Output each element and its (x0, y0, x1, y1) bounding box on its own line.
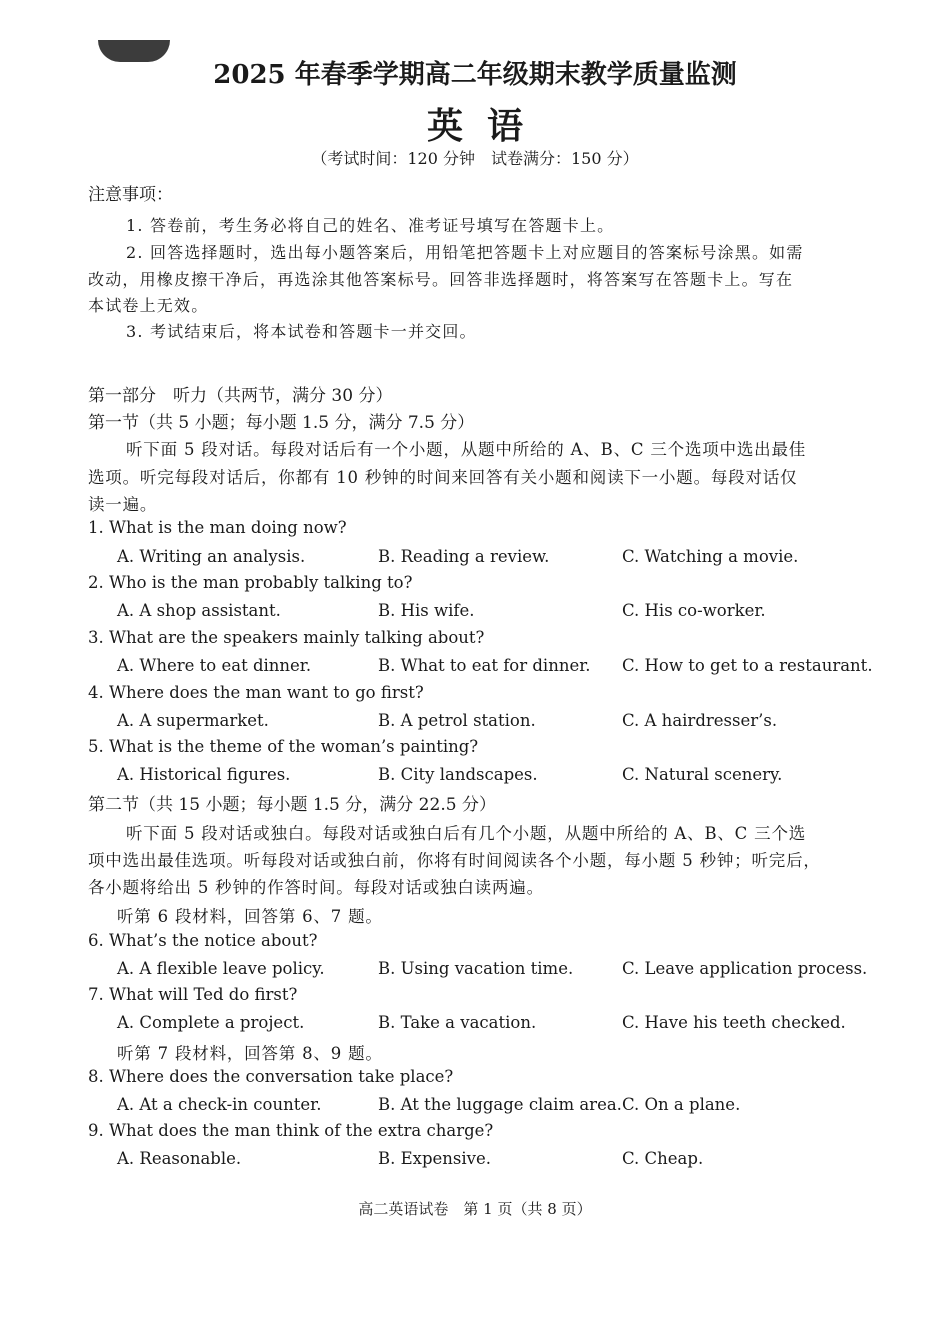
option-a: A. Historical figures. (117, 765, 291, 784)
option-b: B. Expensive. (378, 1149, 491, 1168)
option-a: A. Where to eat dinner. (117, 656, 312, 675)
option-a: A. A supermarket. (117, 711, 269, 730)
option-c: C. A hairdresser’s. (622, 711, 778, 730)
exam-info: （考试时间：120 分钟 试卷满分：150 分） (311, 149, 639, 168)
question-7: 7. What will Ted do first? (88, 985, 298, 1004)
option-c: C. Cheap. (622, 1149, 704, 1168)
section2-title: 第二节（共 15 小题；每小题 1.5 分，满分 22.5 分） (88, 795, 496, 815)
part1-title: 第一部分 听力（共两节，满分 30 分） (88, 386, 393, 406)
page-footer: 高二英语试卷 第 1 页（共 8 页） (358, 1200, 592, 1218)
option-c: C. How to get to a restaurant. (622, 656, 873, 675)
option-b: B. Reading a review. (378, 547, 550, 566)
question-9: 9. What does the man think of the extra charge? (88, 1121, 494, 1140)
notice-title: 注意事项： (88, 185, 173, 205)
section1-instructions: 听下面 5 段对话。每段对话后有一个小题，从题中所给的 A、B、C 三个选项中选出最佳 (126, 440, 807, 459)
section2-instructions: 听下面 5 段对话或独白。每段对话或独白后有几个小题，从题中所给的 A、B、C 三个选 (126, 824, 807, 843)
section2-instructions: 各小题将给出 5 秒钟的作答时间。每段对话或独白读两遍。 (88, 878, 544, 897)
section1-title: 第一节（共 5 小题；每小题 1.5 分，满分 7.5 分） (88, 413, 475, 433)
exam-title: 2025 年春季学期高二年级期末教学质量监测 (213, 60, 737, 90)
option-b: B. Using vacation time. (378, 959, 574, 978)
material-6-note: 听第 6 段材料，回答第 6、7 题。 (117, 907, 383, 926)
notice-item: 2. 回答选择题时，选出每小题答案后，用铅笔把答题卡上对应题目的答案标号涂黑。如需 (126, 243, 804, 262)
question-2: 2. Who is the man probably talking to? (88, 573, 413, 592)
question-6: 6. What’s the notice about? (88, 931, 318, 950)
question-5: 5. What is the theme of the woman’s painting? (88, 737, 479, 756)
option-c: C. Natural scenery. (622, 765, 783, 784)
material-7-note: 听第 7 段材料，回答第 8、9 题。 (117, 1044, 383, 1063)
option-c: C. On a plane. (622, 1095, 741, 1114)
question-3: 3. What are the speakers mainly talking about? (88, 628, 485, 647)
notice-item-continued: 本试卷上无效。 (88, 296, 209, 315)
option-b: B. At the luggage claim area. (378, 1095, 622, 1114)
option-a: A. Writing an analysis. (117, 547, 306, 566)
option-a: A. Complete a project. (117, 1013, 305, 1032)
option-a: A. Reasonable. (117, 1149, 242, 1168)
notice-item-continued: 改动，用橡皮擦干净后，再选涂其他答案标号。回答非选择题时，将答案写在答题卡上。写在 (88, 270, 794, 289)
option-b: B. What to eat for dinner. (378, 656, 591, 675)
question-4: 4. Where does the man want to go first? (88, 683, 424, 702)
option-a: A. At a check-in counter. (117, 1095, 322, 1114)
notice-item: 1. 答卷前，考生务必将自己的姓名、准考证号填写在答题卡上。 (126, 216, 615, 235)
option-b: B. Take a vacation. (378, 1013, 537, 1032)
option-c: C. Watching a movie. (622, 547, 799, 566)
notice-item: 3. 考试结束后，将本试卷和答题卡一并交回。 (126, 322, 477, 341)
option-b: B. City landscapes. (378, 765, 538, 784)
option-c: C. His co-worker. (622, 601, 766, 620)
option-b: B. A petrol station. (378, 711, 536, 730)
option-a: A. A flexible leave policy. (117, 959, 325, 978)
subject-title: 英语 (426, 105, 547, 147)
section2-instructions: 项中选出最佳选项。听每段对话或独白前，你将有时间阅读各个小题，每小题 5 秒钟；听完后， (88, 851, 821, 870)
section1-instructions: 选项。听完每段对话后，你都有 10 秒钟的时间来回答有关小题和阅读下一小题。每段对话仅 (88, 468, 798, 487)
option-a: A. A shop assistant. (117, 601, 281, 620)
option-b: B. His wife. (378, 601, 475, 620)
option-c: C. Have his teeth checked. (622, 1013, 846, 1032)
section1-instructions: 读一遍。 (88, 495, 158, 514)
option-c: C. Leave application process. (622, 959, 868, 978)
question-1: 1. What is the man doing now? (88, 518, 347, 537)
question-8: 8. Where does the conversation take place? (88, 1067, 454, 1086)
